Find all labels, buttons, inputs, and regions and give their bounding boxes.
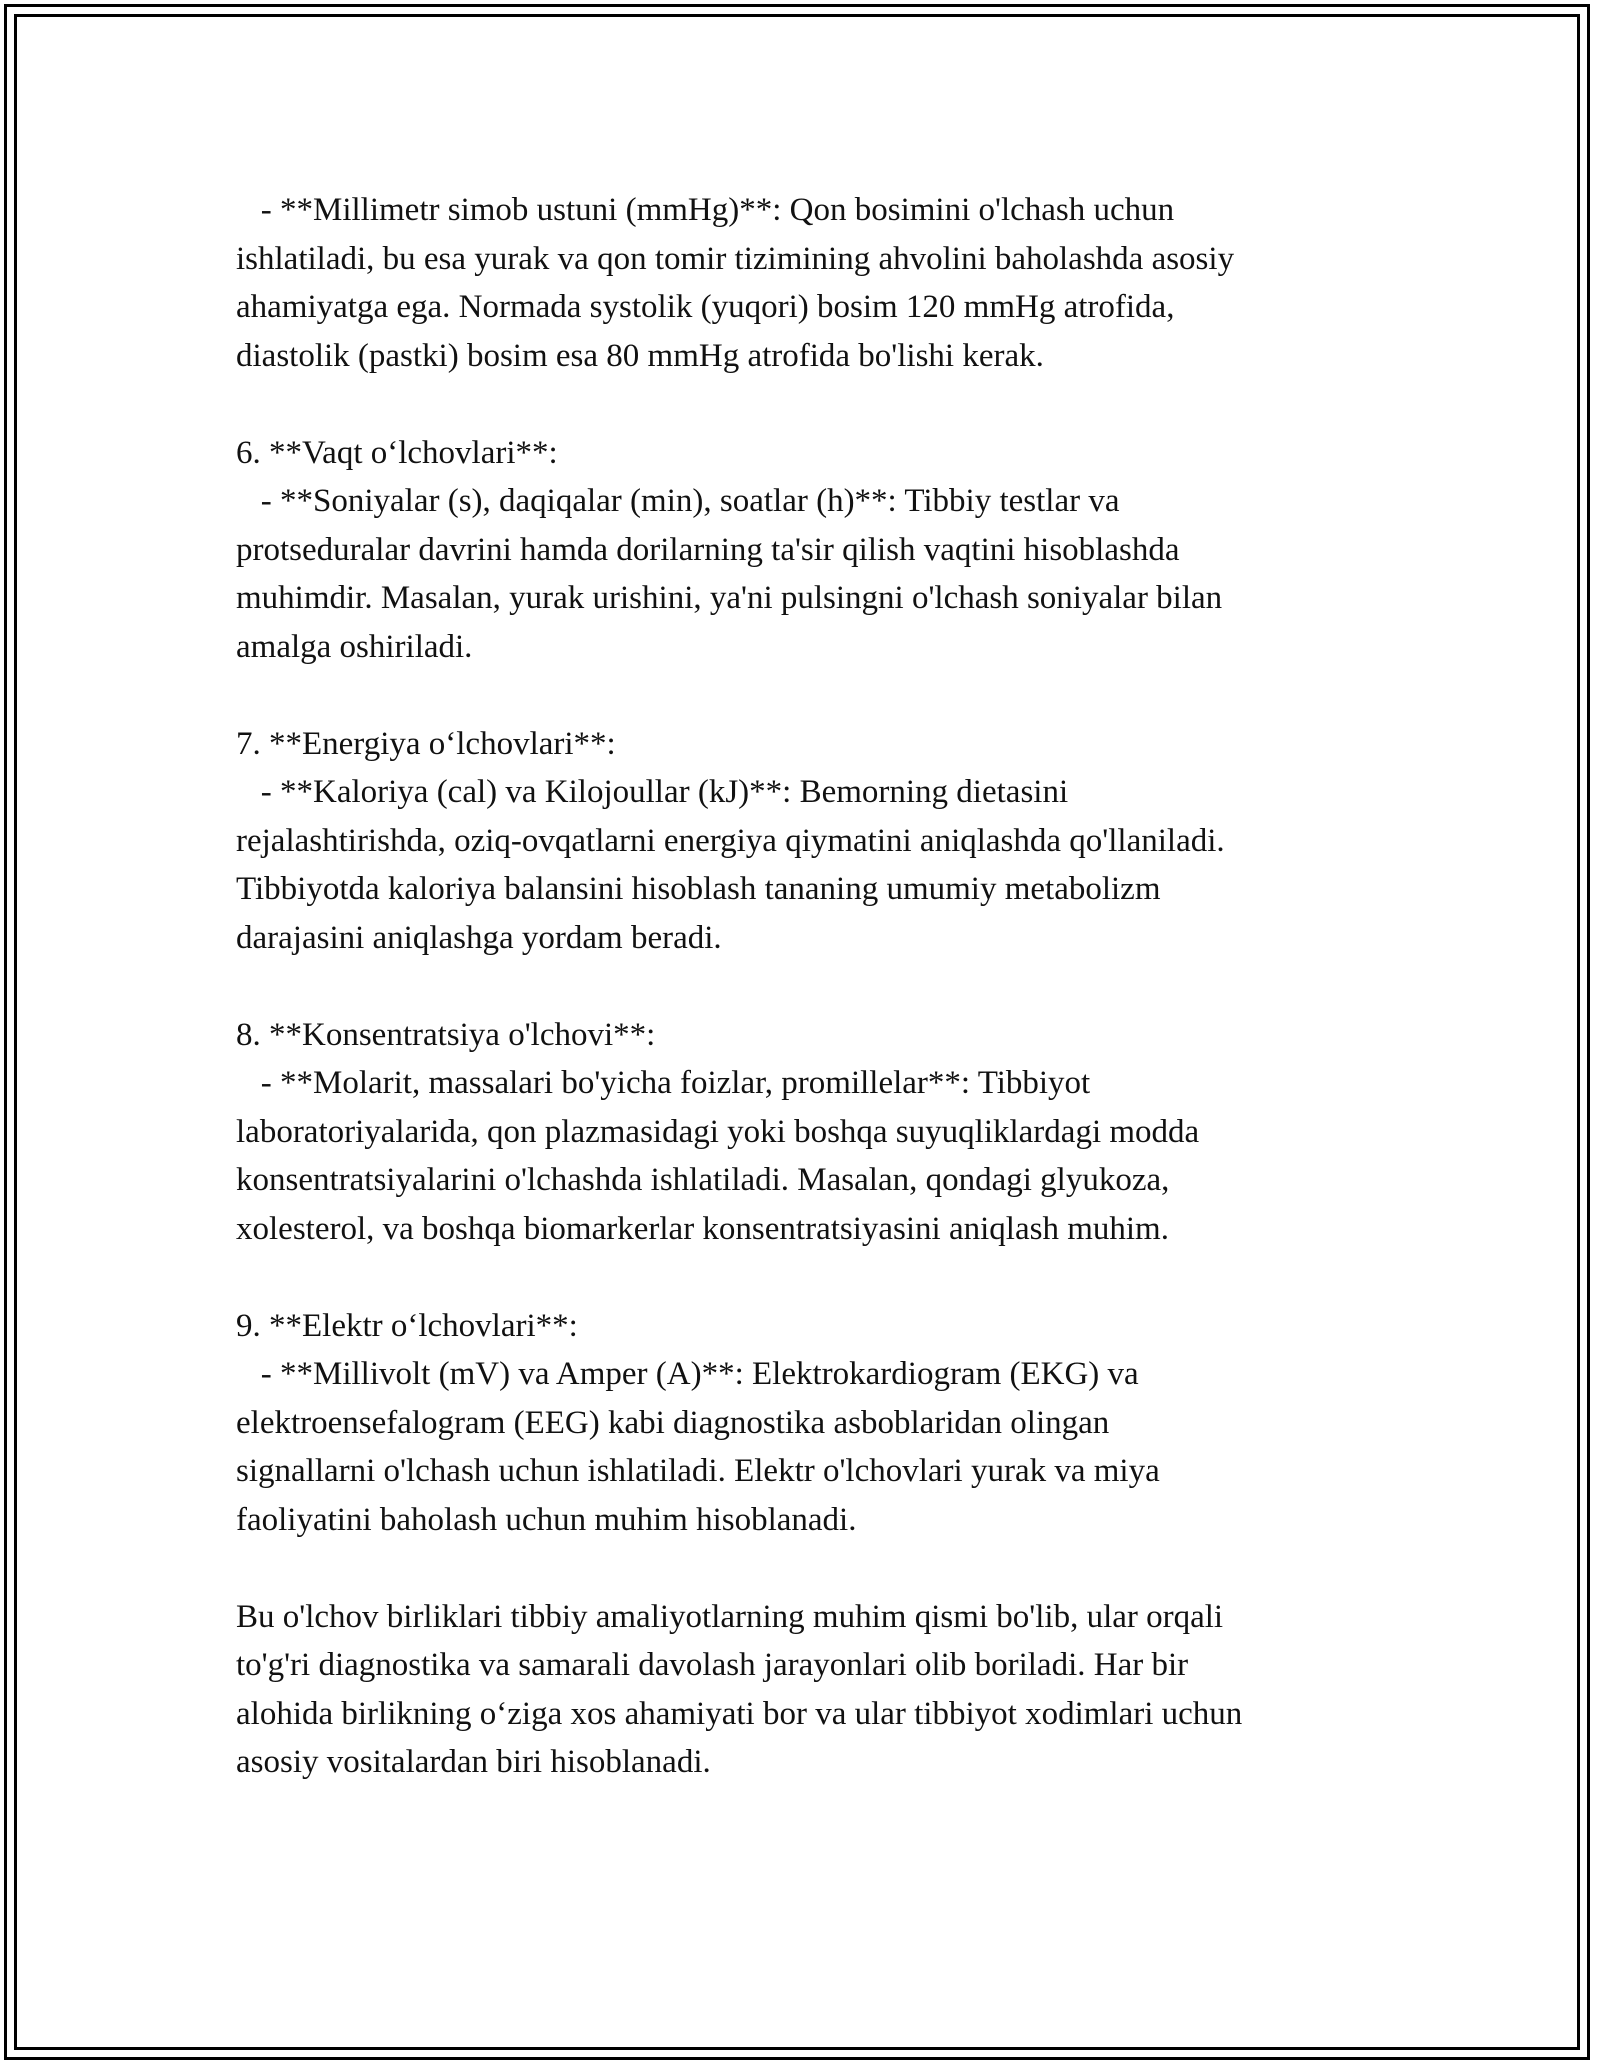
text-line: konsentratsiyalarini o'lchashda ishlatiladi. Masalan, qondagi glyukoza, <box>236 1162 1170 1198</box>
paragraph-conclusion <box>236 1593 1386 1787</box>
text-line: darajasini aniqlashga yordam beradi. <box>236 919 722 956</box>
text-line: elektroensefalogram (EEG) kabi diagnostika asboblaridan olingan <box>236 1404 1110 1441</box>
text-line: amalga oshiriladi. <box>236 628 473 665</box>
text-line: faoliyatini baholash uchun muhim hisoblanadi. <box>236 1501 857 1538</box>
text-line: protseduralar davrini hamda dorilarning ta'sir qilish vaqtini hisoblashda <box>236 531 1180 568</box>
text-line: laboratoriyalarida, qon plazmasidagi yoki boshqa suyuqliklardagi modda <box>236 1113 1200 1150</box>
text-line: xolesterol, va boshqa biomarkerlar konsentratsiyasini aniqlash muhim. <box>236 1210 1169 1247</box>
paragraph-time-units <box>236 429 1386 672</box>
paragraph-mmhg <box>236 186 1386 380</box>
text-line: diastolik (pastki) bosim esa 80 mmHg atrofida bo'lishi kerak. <box>236 337 1044 374</box>
text-line: to'g'ri diagnostika va samarali davolash jarayonlari olib boriladi. Har bir <box>236 1647 1189 1683</box>
text-line: - **Millimetr simob ustuni (mmHg)**: Qon bosimini o'lchash uchun <box>236 192 1175 228</box>
text-line: - **Kaloriya (cal) va Kilojoullar (kJ)**: Bemorning dietasini <box>236 774 1069 810</box>
section-heading: 8. **Konsentratsiya o'lchovi**: <box>236 1016 656 1053</box>
section-heading: 7. **Energiya o‘lchovlari**: <box>236 725 616 762</box>
paragraph-concentration-units <box>236 1011 1386 1254</box>
text-line: - **Millivolt (mV) va Amper (A)**: Elektrokardiogram (EKG) va <box>236 1356 1139 1392</box>
text-line: ishlatiladi, bu esa yurak va qon tomir tizimining ahvolini baholashda asosiy <box>236 240 1235 277</box>
text-line: - **Molarit, massalari bo'yicha foizlar, promillelar**: Tibbiyot <box>236 1065 1091 1101</box>
text-line: alohida birlikning o‘ziga xos ahamiyati bor va ular tibbiyot xodimlari uchun <box>236 1695 1243 1732</box>
text-line: - **Soniyalar (s), daqiqalar (min), soatlar (h)**: Tibbiy testlar va <box>236 483 1120 519</box>
text-line: asosiy vositalardan biri hisoblanadi. <box>236 1744 711 1780</box>
text-line: rejalashtirishda, oziq-ovqatlarni energiya qiymatini aniqlashda qo'llaniladi. <box>236 822 1225 859</box>
text-line: Tibbiyotda kaloriya balansini hisoblash tananing umumiy metabolizm <box>236 871 1161 907</box>
paragraph-energy-units <box>236 720 1386 963</box>
document-body <box>236 186 1386 1835</box>
text-line: signallarni o'lchash uchun ishlatiladi. Elektr o'lchovlari yurak va miya <box>236 1453 1160 1489</box>
paragraph-electric-units <box>236 1302 1386 1545</box>
section-heading: 6. **Vaqt o‘lchovlari**: <box>236 434 558 471</box>
text-line: muhimdir. Masalan, yurak urishini, ya'ni pulsingni o'lchash soniyalar bilan <box>236 580 1223 616</box>
text-line: ahamiyatga ega. Normada systolik (yuqori) bosim 120 mmHg atrofida, <box>236 289 1175 325</box>
text-line: Bu o'lchov birliklari tibbiy amaliyotlarning muhim qismi bo'lib, ular orqali <box>236 1598 1224 1635</box>
section-heading: 9. **Elektr o‘lchovlari**: <box>236 1307 578 1344</box>
